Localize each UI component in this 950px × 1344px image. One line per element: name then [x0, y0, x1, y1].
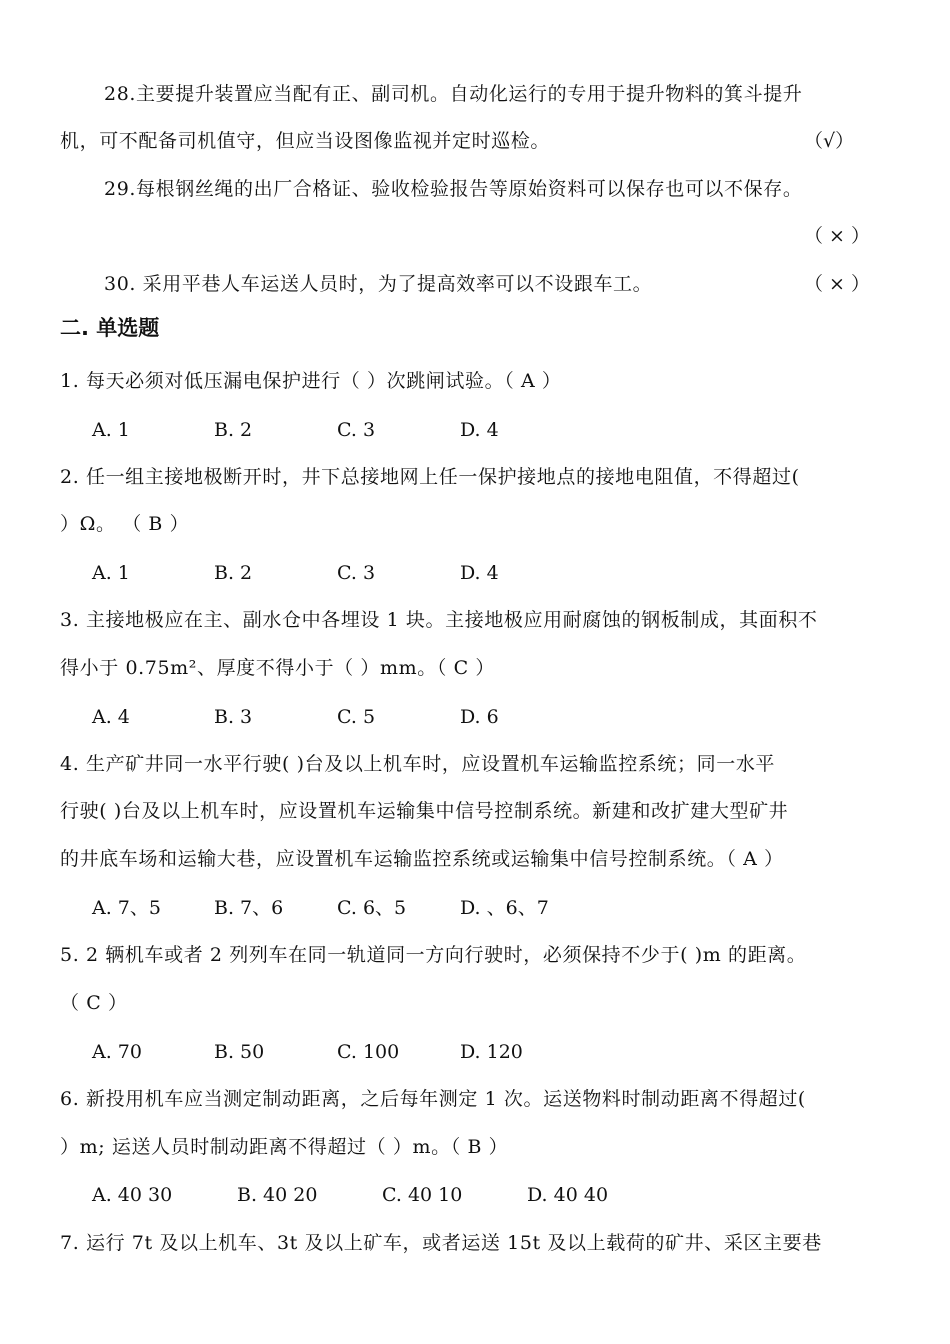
option-a: A. 70	[92, 1041, 142, 1063]
option-d: D. 120	[460, 1041, 523, 1063]
judgement-30-line1: 30. 采用平巷人车运送人员时，为了提高效率可以不设跟车工。	[104, 273, 653, 295]
option-d: D. 40 40	[527, 1184, 609, 1206]
option-c: C. 6、5	[337, 897, 407, 919]
judgement-28-mark: （√）	[804, 130, 855, 152]
option-b: B. 50	[214, 1041, 265, 1063]
question-3-line2: 得小于 0.75m²、厚度不得小于（ ）mm。（ C ）	[60, 657, 495, 679]
option-d: D. 4	[460, 419, 499, 441]
question-4-line2: 行驶( )台及以上机车时，应设置机车运输集中信号控制系统。新建和改扩建大型矿井	[60, 800, 789, 822]
judgement-28-line2: 机，可不配备司机值守，但应当设图像监视并定时巡检。	[60, 130, 551, 152]
question-5-line1: 5. 2 辆机车或者 2 列列车在同一轨道同一方向行驶时，必须保持不少于( )m 的距离。	[60, 944, 807, 966]
section-title: 二. 单选题	[60, 316, 160, 340]
question-1-line1: 1. 每天必须对低压漏电保护进行（ ）次跳闸试验。（ A ）	[60, 370, 562, 392]
judgement-29-line1: 29.每根钢丝绳的出厂合格证、验收检验报告等原始资料可以保存也可以不保存。	[104, 178, 803, 200]
option-c: C. 3	[337, 419, 376, 441]
option-d: D. 6	[460, 706, 499, 728]
judgement-28-line1: 28.主要提升装置应当配有正、副司机。自动化运行的专用于提升物料的箕斗提升	[104, 83, 803, 105]
option-a: A. 4	[92, 706, 130, 728]
option-c: C. 5	[337, 706, 376, 728]
option-a: A. 40 30	[92, 1184, 173, 1206]
option-a: A. 1	[92, 419, 130, 441]
option-d: D. 、6、7	[460, 897, 549, 919]
option-b: B. 40 20	[237, 1184, 318, 1206]
option-c: C. 100	[337, 1041, 400, 1063]
judgement-30-mark: （ × ）	[804, 273, 870, 295]
question-2-line1: 2. 任一组主接地极断开时，井下总接地网上任一保护接地点的接地电阻值，不得超过(	[60, 466, 800, 488]
option-b: B. 2	[214, 419, 253, 441]
question-4-line3: 的井底车场和运输大巷，应设置机车运输监控系统或运输集中信号控制系统。（ A ）	[60, 848, 784, 870]
question-5-line2: （ C ）	[60, 992, 128, 1014]
option-a: A. 7、5	[92, 897, 161, 919]
question-6-line2: ）m; 运送人员时制动距离不得超过（ ）m。（ B ）	[60, 1136, 509, 1158]
option-b: B. 2	[214, 562, 253, 584]
option-b: B. 7、6	[214, 897, 284, 919]
question-4-line1: 4. 生产矿井同一水平行驶( )台及以上机车时，应设置机车运输监控系统；同一水平	[60, 753, 776, 775]
question-6-line1: 6. 新投用机车应当测定制动距离，之后每年测定 1 次。运送物料时制动距离不得超过(	[60, 1088, 806, 1110]
question-2-line2: ）Ω。 （ B ）	[60, 513, 190, 535]
option-c: C. 3	[337, 562, 376, 584]
option-c: C. 40 10	[382, 1184, 463, 1206]
option-d: D. 4	[460, 562, 499, 584]
judgement-29-mark: （ × ）	[804, 225, 870, 247]
option-a: A. 1	[92, 562, 130, 584]
question-3-line1: 3. 主接地极应在主、副水仓中各埋设 1 块。主接地极应用耐腐蚀的钢板制成，其面积不	[60, 609, 818, 631]
question-7-line1: 7. 运行 7t 及以上机车、3t 及以上矿车，或者运送 15t 及以上载荷的矿井、采区主要巷	[60, 1232, 822, 1254]
option-b: B. 3	[214, 706, 253, 728]
